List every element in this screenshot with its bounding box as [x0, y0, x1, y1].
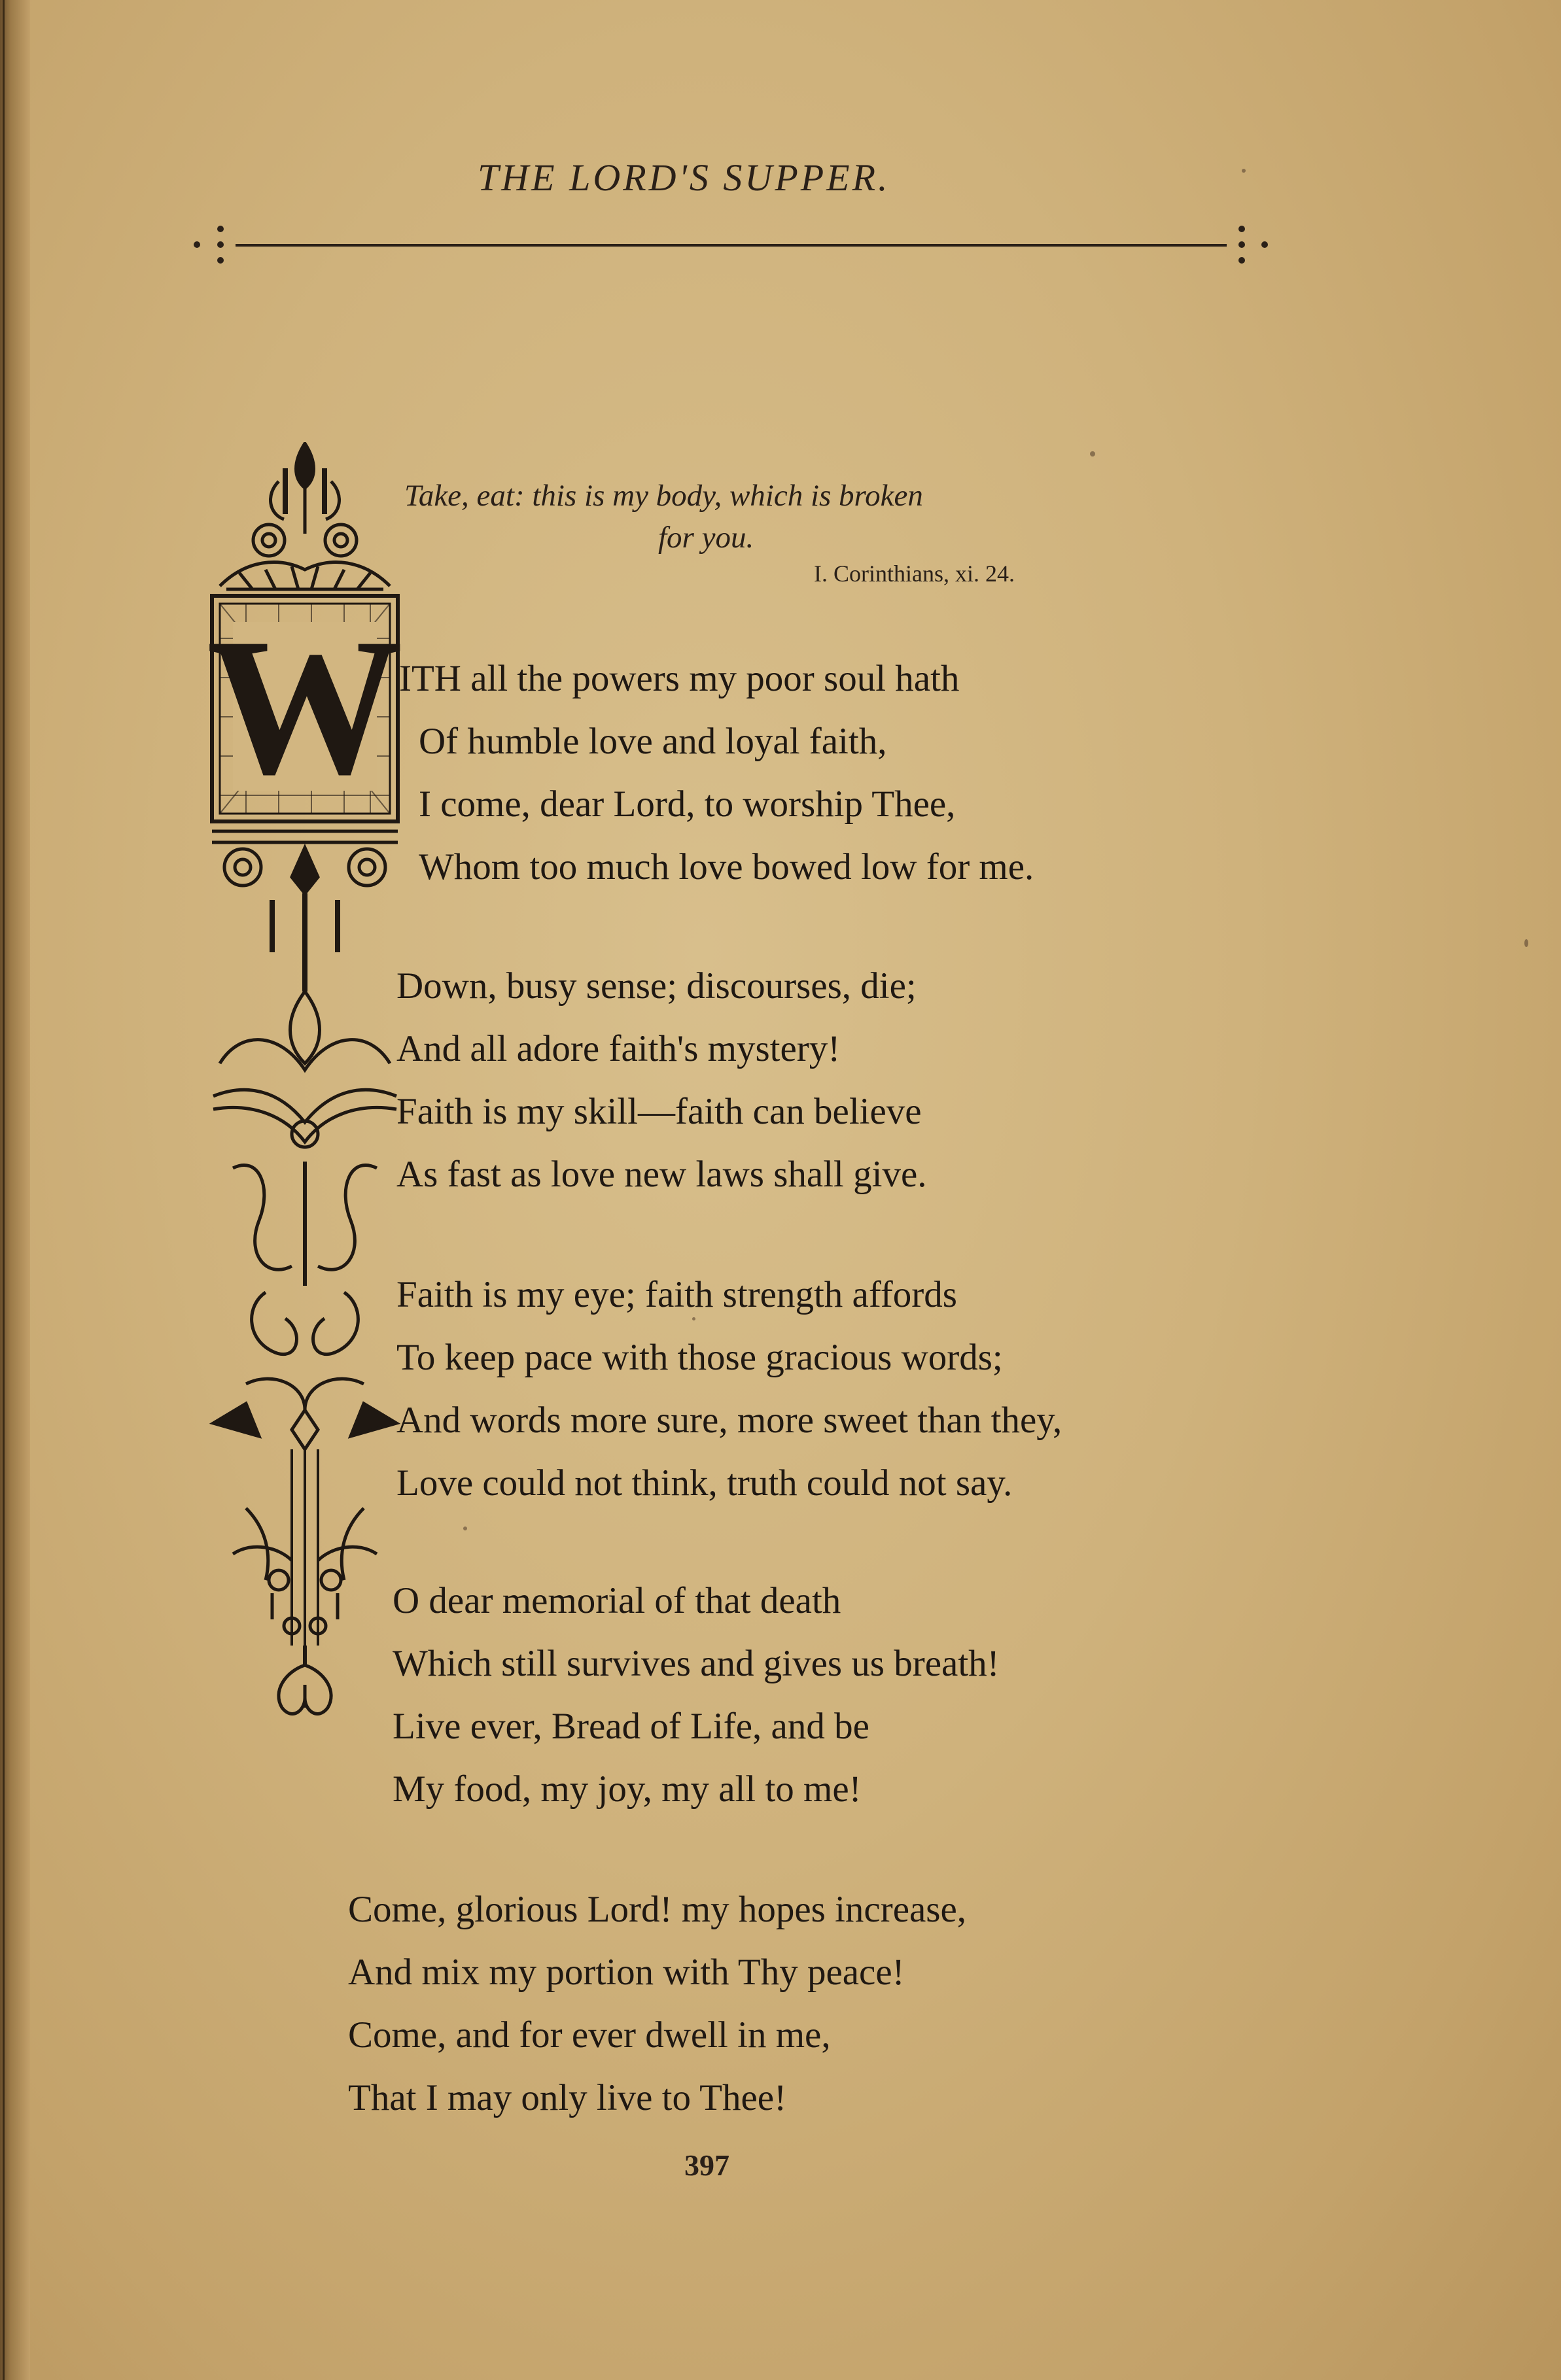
poem-line: Love could not think, truth could not say.	[396, 1462, 1013, 1504]
poem-line: Whom too much love bowed low for me.	[419, 846, 1034, 888]
rule-ornament-icon	[217, 226, 224, 232]
epigraph-line-1: Take, eat: this is my body, which is broken	[404, 479, 923, 513]
paper-speck	[1524, 939, 1528, 947]
paper-speck	[1242, 169, 1246, 173]
rule-ornament-icon	[1261, 241, 1268, 248]
epigraph	[404, 475, 923, 559]
ornamental-border-icon	[207, 442, 403, 1737]
rule-line	[236, 244, 1227, 247]
poem-line: Faith is my skill—faith can believe	[396, 1091, 922, 1132]
poem-line: To keep pace with those gracious words;	[396, 1337, 1003, 1378]
rule-ornament-icon	[1238, 241, 1245, 248]
rule-ornament-icon	[1238, 226, 1245, 232]
poem-line: Come, and for ever dwell in me,	[348, 2014, 831, 2056]
poem-line: ITH all the powers my poor soul hath	[399, 658, 960, 699]
poem-line: And all adore faith's mystery!	[396, 1028, 841, 1069]
poem-line: Which still survives and gives us breath!	[393, 1643, 1000, 1684]
poem-line: Come, glorious Lord! my hopes increase,	[348, 1889, 967, 1930]
stanza-5	[348, 1878, 966, 2130]
poem-line: O dear memorial of that death	[393, 1580, 841, 1621]
poem-line: And mix my portion with Thy peace!	[348, 1952, 905, 1993]
poem-line: As fast as love new laws shall give.	[396, 1154, 927, 1195]
stanza-1	[399, 647, 1034, 899]
poem-line: And words more sure, more sweet than they,	[396, 1400, 1062, 1441]
stanza-2	[396, 955, 927, 1206]
poem-line: Of humble love and loyal faith,	[419, 721, 887, 762]
rule-ornament-icon	[217, 241, 224, 248]
rule-ornament-icon	[194, 241, 200, 248]
paper-speck	[463, 1526, 467, 1530]
poem-line: My food, my joy, my all to me!	[393, 1768, 862, 1810]
poem-line: That I may only live to Thee!	[348, 2077, 787, 2118]
rule-ornament-icon	[217, 257, 224, 264]
poem-line: Down, busy sense; discourses, die;	[396, 965, 917, 1007]
poem-line: Faith is my eye; faith strength affords	[396, 1274, 957, 1315]
stanza-4	[393, 1570, 1000, 1821]
drop-cap-letter: W	[207, 598, 403, 815]
stanza-3	[396, 1264, 1062, 1515]
book-spine-edge	[0, 0, 30, 2380]
paper-speck	[1090, 451, 1095, 457]
spine-line	[3, 0, 5, 2380]
poem-line: Live ever, Bread of Life, and be	[393, 1706, 869, 1747]
poem-line: I come, dear Lord, to worship Thee,	[419, 784, 956, 825]
rule-ornament-icon	[1238, 257, 1245, 264]
running-head: THE LORD'S SUPPER.	[478, 156, 890, 199]
epigraph-citation: I. Corinthians, xi. 24.	[814, 561, 1015, 587]
header-rule	[190, 219, 1276, 271]
page-number: 397	[684, 2148, 729, 2182]
epigraph-line-2: for you.	[658, 521, 754, 555]
